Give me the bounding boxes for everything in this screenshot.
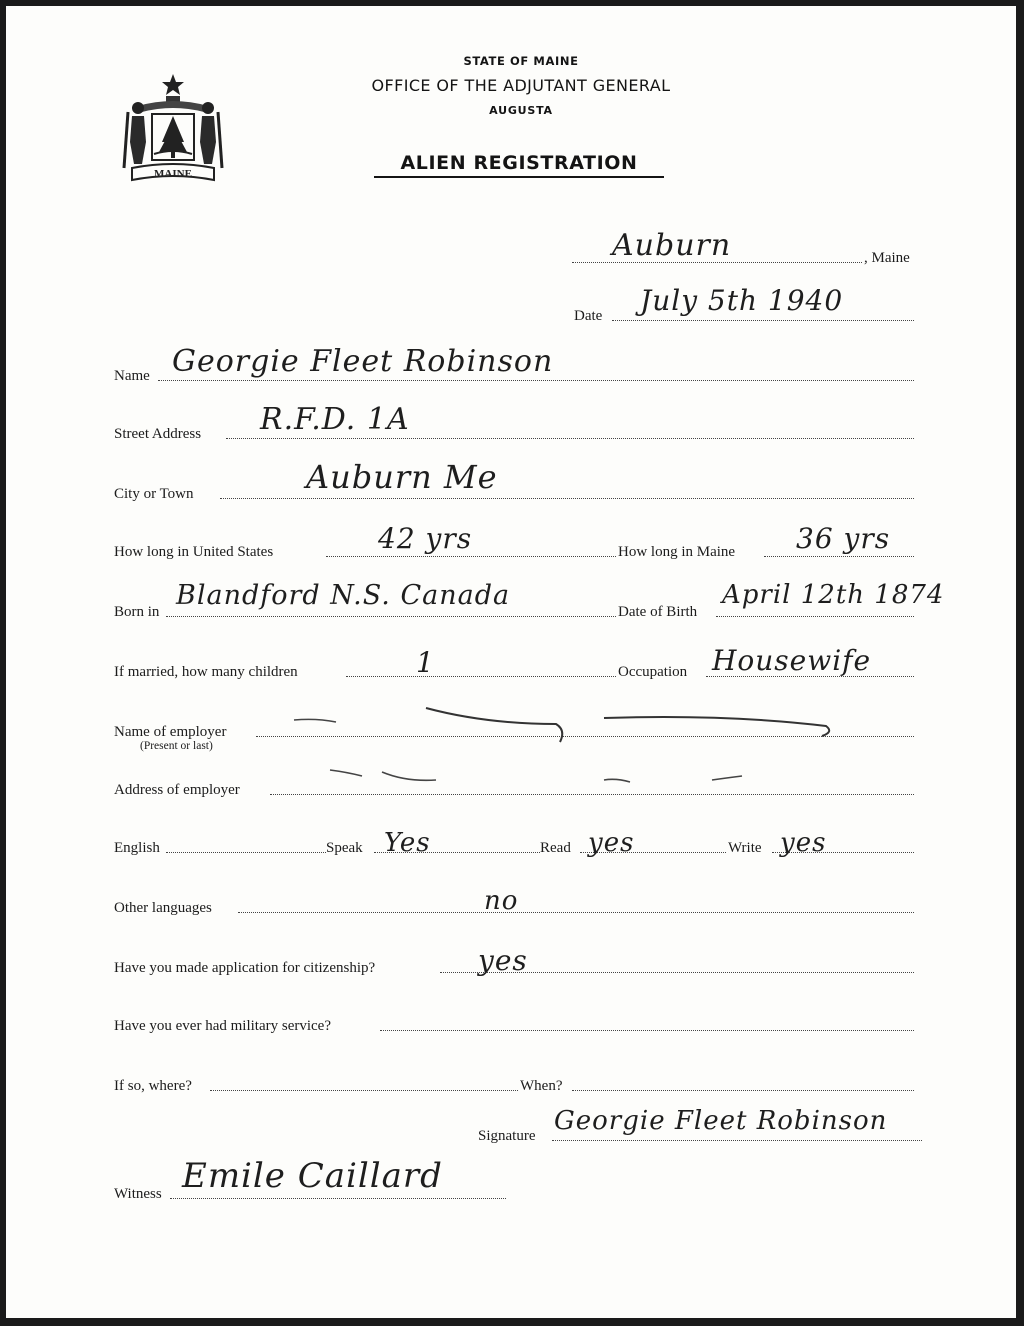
city-entry: Auburn Me xyxy=(306,458,498,496)
military-line xyxy=(380,1030,914,1031)
date-label: Date xyxy=(574,308,603,324)
registration-form xyxy=(6,6,1016,1318)
dob-entry: April 12th 1874 xyxy=(722,580,945,610)
how-long-maine-line xyxy=(764,556,914,557)
children-label: If married, how many children xyxy=(114,664,298,680)
city-line xyxy=(220,498,914,499)
write-entry: yes xyxy=(780,828,827,858)
born-in-entry: Blandford N.S. Canada xyxy=(176,580,511,611)
read-entry: yes xyxy=(588,828,635,858)
state-heading: STATE OF MAINE xyxy=(463,54,579,68)
city-heading: AUGUSTA xyxy=(489,104,553,117)
english-line xyxy=(166,852,326,853)
children-entry: 1 xyxy=(416,646,435,679)
other-languages-line xyxy=(238,912,914,913)
how-long-maine-entry: 36 yrs xyxy=(796,522,891,555)
born-in-line xyxy=(166,616,616,617)
seal-text: MAINE xyxy=(154,168,192,180)
witness-entry: Emile Caillard xyxy=(182,1156,443,1196)
signature-label: Signature xyxy=(478,1128,536,1144)
witness-line xyxy=(170,1198,506,1199)
speak-entry: Yes xyxy=(384,828,431,858)
employer-sublabel: (Present or last) xyxy=(140,740,213,752)
other-languages-entry: no xyxy=(484,886,519,916)
dob-line xyxy=(716,616,914,617)
employer-label: Name of employer xyxy=(114,724,227,740)
signature-line xyxy=(552,1140,922,1141)
speak-label: Speak xyxy=(326,840,363,856)
read-label: Read xyxy=(540,840,571,856)
how-long-us-line xyxy=(326,556,616,557)
date-line xyxy=(612,320,914,321)
date-entry: July 5th 1940 xyxy=(640,284,844,317)
how-long-maine-label: How long in Maine xyxy=(618,544,736,560)
write-label: Write xyxy=(728,840,762,856)
street-line xyxy=(226,438,914,439)
town-entry: Auburn xyxy=(612,228,732,263)
citizenship-entry: yes xyxy=(478,944,528,977)
where-label: If so, where? xyxy=(114,1078,192,1094)
witness-label: Witness xyxy=(114,1186,162,1202)
military-label: Have you ever had military service? xyxy=(114,1018,331,1034)
occupation-entry: Housewife xyxy=(712,644,872,677)
occupation-label: Occupation xyxy=(618,664,688,680)
other-languages-label: Other languages xyxy=(114,900,212,916)
name-entry: Georgie Fleet Robinson xyxy=(172,344,554,379)
citizenship-label: Have you made application for citizenship? xyxy=(114,960,376,976)
signature-entry: Georgie Fleet Robinson xyxy=(554,1106,888,1136)
employer-address-line xyxy=(270,794,914,795)
name-line xyxy=(158,380,914,381)
employer-address-dash-strokes xyxy=(326,762,746,792)
children-line xyxy=(346,676,616,677)
where-line xyxy=(210,1090,518,1091)
street-entry: R.F.D. 1A xyxy=(260,402,410,437)
born-in-label: Born in xyxy=(114,604,160,620)
how-long-us-entry: 42 yrs xyxy=(378,522,473,555)
office-heading: OFFICE OF THE ADJUTANT GENERAL xyxy=(371,76,671,95)
employer-dash-strokes xyxy=(286,702,846,752)
maine-state-seal xyxy=(118,72,228,184)
english-label: English xyxy=(114,840,160,856)
street-label: Street Address xyxy=(114,426,202,442)
when-label: When? xyxy=(520,1078,563,1094)
maine-label: , Maine xyxy=(864,250,910,266)
city-label: City or Town xyxy=(114,486,194,502)
dob-label: Date of Birth xyxy=(618,604,698,620)
how-long-us-label: How long in United States xyxy=(114,544,274,560)
when-line xyxy=(572,1090,914,1091)
form-title: ALIEN REGISTRATION xyxy=(374,152,664,178)
name-label: Name xyxy=(114,368,150,384)
employer-address-label: Address of employer xyxy=(114,782,240,798)
